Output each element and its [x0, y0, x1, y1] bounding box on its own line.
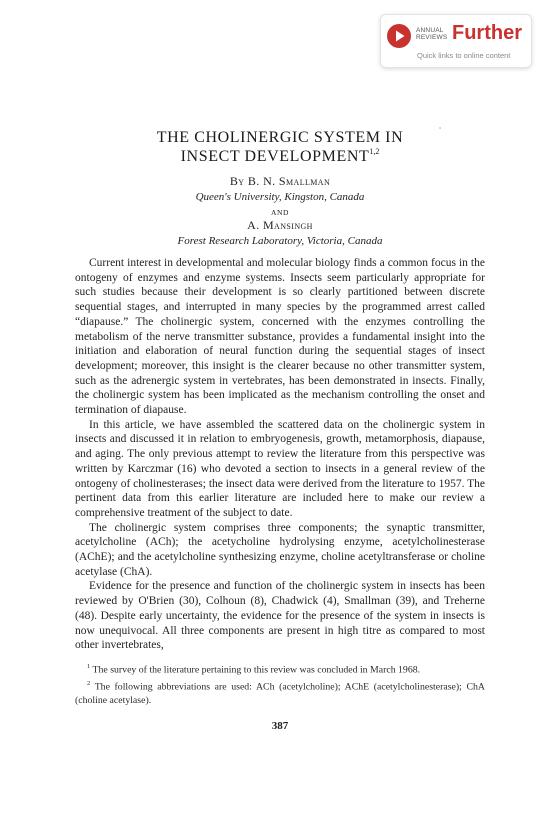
footnotes	[75, 660, 485, 708]
paragraph: Current interest in developmental and molecular biology finds a common focus in the ontogeny of enzymes and enzyme systems. Insects seem particularly appropriate for such studies because their development is so clearly partitioned between discrete sequential stages, and interrupted in many species by the programmed arrest called “diapause.” The cholinergic system, concerned with the enzymes controlling the metabolism of the nerve transmitter substance, provides a fundamental insight into the initiation and elaboration of neural function during the sequential stages of insect development; moreover, this insight is the clearer because no other transmitter system, such as the adrenergic system in vertebrates, has been demonstrated in insects. Finally, the cholinergic system has been implicated as the mechanism controlling the onset and termination of diapause.	[75, 257, 485, 417]
author-conjunction: AND	[270, 208, 290, 217]
footnote-1: $^1$ The survey of the literature pertaining to this review was concluded in March 1968.	[87, 663, 421, 676]
further-tagline[interactable]: Quick links to online content	[417, 51, 511, 60]
article-title-line2: INSECT DEVELOPMENT$^{1,2}$	[180, 147, 380, 165]
title-footnote-marks: 1,2	[369, 147, 380, 156]
article-title-line1: THE CHOLINERGIC SYSTEM IN	[156, 129, 404, 146]
page-number: 387	[271, 720, 289, 732]
publisher-logo: ANNUAL REVIEWS	[416, 27, 448, 41]
author-2: A. Mansingh	[247, 218, 313, 232]
page-speck: °	[439, 127, 442, 133]
play-arrow-icon	[387, 24, 411, 48]
author-1: By B. N. Smallman	[229, 174, 331, 188]
paragraph: The cholinergic system comprises three components; the synaptic transmitter, acetylcholine (ACh); the acetycholine hydrolysing enzyme, acetylcholinesterase (AChE); and the acetylcholine synthesizing enzyme, choline acetyltransferase or choline acetylase (ChA).	[75, 521, 485, 578]
affiliation-1: Queen's University, Kingston, Canada	[195, 191, 365, 203]
footnote-2: $^2$ The following abbreviations are used: ACh (acetylcholine); AChE (acetylcholinesterase); ChA (choline acetylase).	[75, 680, 486, 706]
paragraph: In this article, we have assembled the scattered data on the cholinergic system in insects and discussed it in relation to embryogenesis, growth, metamorphosis, diapause, and aging. The only previous attempt to review the literature from this perspective was written by Karczmar (16) who devoted a section to insects in a general review of the ontogeny of cholinesterases; the insect data were derived from the literature to 1957. The pertinent data from this earlier literature are included here to make our review a comprehensive treatment of the subject to date.	[75, 418, 485, 519]
paragraph: Evidence for the presence and function of the cholinergic system in insects has been reviewed by O'Brien (30), Colhoun (8), Chadwick (4), Smallman (39), and Treherne (48). Despite early uncertainty, the evidence for the presence of the system in insects is now unequivocal. All three components are present in high titre as compared to most other invertebrates,	[75, 580, 485, 652]
article-body	[75, 256, 485, 653]
affiliation-2: Forest Research Laboratory, Victoria, Canada	[177, 235, 383, 247]
further-badge[interactable]	[380, 14, 532, 68]
further-brand: Further	[452, 22, 522, 44]
